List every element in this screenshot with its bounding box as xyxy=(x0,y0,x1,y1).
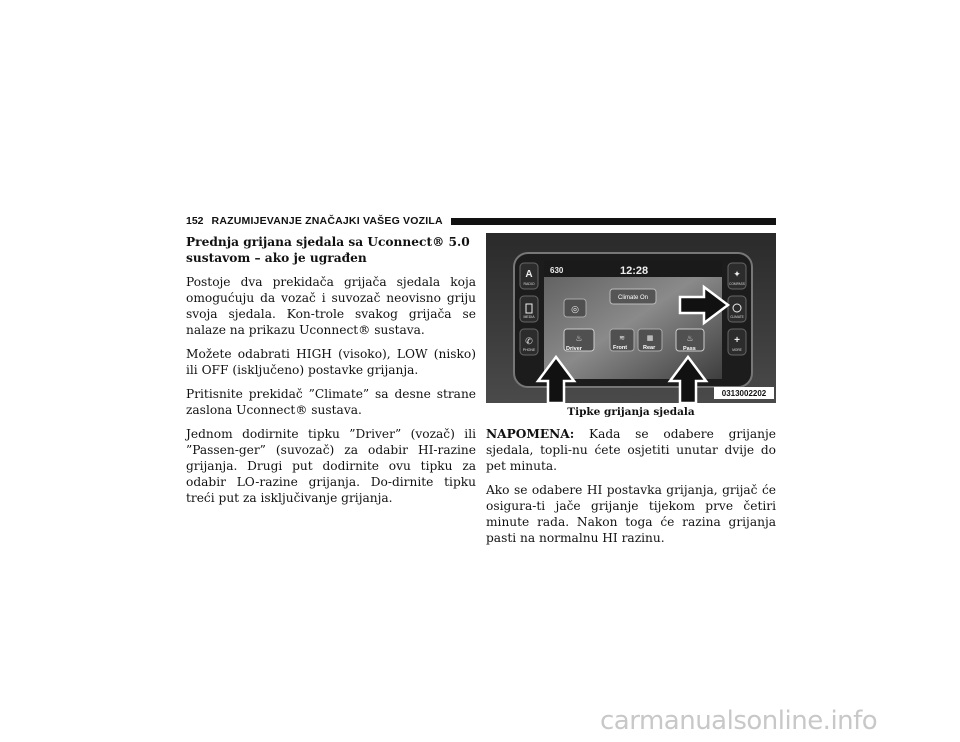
watermark: carmanualsonline.info xyxy=(600,706,878,736)
more-icon: + xyxy=(734,335,740,346)
media-label: MEDIA xyxy=(523,315,535,319)
phone-label: PHONE xyxy=(522,348,536,352)
note-text: Kada se odabere grijanje sjedala, topli-nu ćete osjetiti unutar dvije do pet minuta. xyxy=(486,427,776,473)
note-paragraph xyxy=(486,426,776,474)
climate-on-label: Climate On xyxy=(617,295,649,301)
uconnect-illustration xyxy=(486,233,776,403)
note-label: NAPOMENA: xyxy=(486,427,575,441)
paragraph-4: Jednom dodirnite tipku ”Driver” (vozač) ili ”Passen-ger” (suvozač) za odabir HI-razine grijanja. Drugi put dodirnite ovu tipku za odabir LO-razine grijanja. Do-dirnite tipku treći put za isključivanje grijanja. xyxy=(186,427,476,505)
climate-label: CLIMATE xyxy=(730,315,744,319)
compass-label: COMPASS xyxy=(729,282,745,286)
right-column xyxy=(486,426,776,554)
left-column xyxy=(186,234,476,514)
page-header xyxy=(186,213,776,229)
more-label: MORE xyxy=(732,348,742,352)
left-buttons xyxy=(520,263,538,355)
uconnect-figure xyxy=(486,233,776,403)
header-rule xyxy=(451,218,776,225)
section-title: RAZUMIJEVANJE ZNAČAJKI VAŠEG VOZILA xyxy=(211,215,443,227)
figure-code: 0313002202 xyxy=(721,389,767,398)
clock-readout: 12:28 xyxy=(620,265,649,277)
phone-icon: ✆ xyxy=(525,337,533,347)
paragraph-3: Pritisnite prekidač ”Climate” sa desne strane zaslona Uconnect® sustava. xyxy=(186,387,476,417)
driver-seat-icon: ♨ xyxy=(575,334,583,343)
front-label: Front xyxy=(613,345,628,351)
right-buttons xyxy=(728,263,746,355)
touch-screen xyxy=(544,261,722,379)
driver-label: Driver xyxy=(566,346,582,352)
compass-icon: ✦ xyxy=(733,270,741,280)
radio-icon: A xyxy=(525,269,533,280)
radio-label: RADIO xyxy=(523,282,535,286)
figure-caption: Tipke grijanja sjedala xyxy=(567,406,695,418)
rear-label: Rear xyxy=(643,345,656,351)
channel-readout: 630 xyxy=(550,266,564,275)
front-defrost-icon: ≋ xyxy=(619,334,625,342)
paragraph-1: Postoje dva prekidača grijača sjedala koja omogućuju da vozač i suvozač neovisno griju svoja sjedala. Kon-trole svakog grijača se nalaze na prikazu Uconnect® sustava. xyxy=(186,275,476,337)
pass-label: Pass xyxy=(683,346,696,352)
paragraph-2: Možete odabrati HIGH (visoko), LOW (nisko) ili OFF (isključeno) postavke grijanja. xyxy=(186,347,476,377)
page-number: 152 xyxy=(186,215,204,227)
hi-paragraph: Ako se odabere HI postavka grijanja, grijač će osigura-ti jače grijanje tijekom prve četiri minute rada. Nakon toga će razina grijanja pasti na normalnu HI razinu. xyxy=(486,483,776,545)
section-heading: Prednja grijana sjedala sa Uconnect® 5.0 sustavom – ako je ugrađen xyxy=(186,235,470,265)
steering-heat-icon: ◎ xyxy=(571,305,579,315)
rear-defrost-icon: ▦ xyxy=(646,334,654,342)
pass-seat-icon: ♨ xyxy=(686,334,694,343)
